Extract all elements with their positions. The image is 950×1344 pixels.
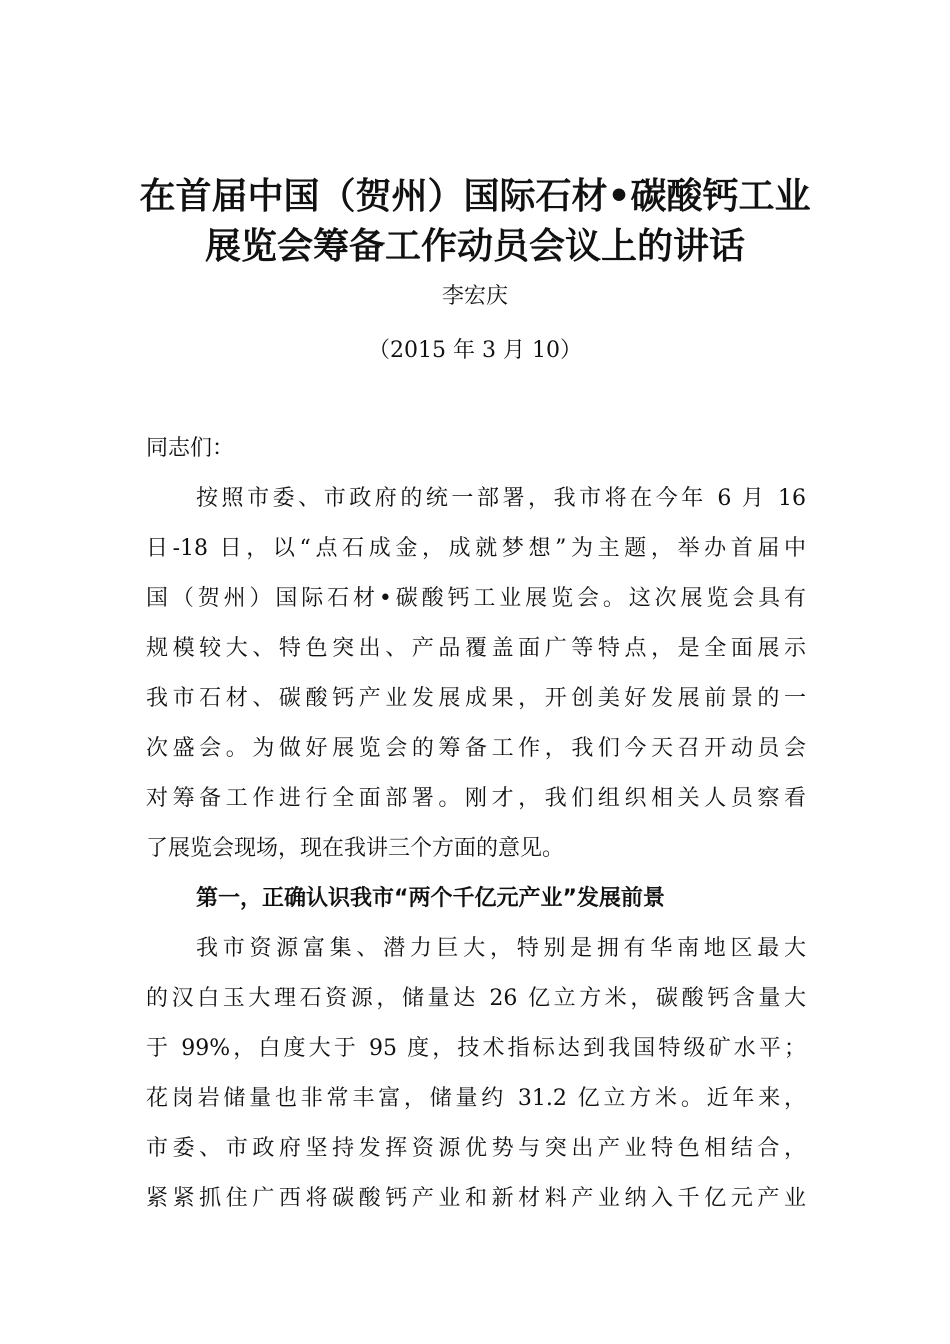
paragraph-line: 花岗岩储量也非常丰富，储量约 31.2 亿立方米。近年来， — [146, 1086, 806, 1111]
paragraph-line: 市委、市政府坚持发挥资源优势与突出产业特色相结合， — [146, 1136, 806, 1161]
paragraph-line: 日-18 日，以“点石成金，成就梦想”为主题，举办首届中 — [146, 536, 806, 561]
paragraph-line: 规模较大、特色突出、产品覆盖面广等特点，是全面展示 — [146, 636, 806, 661]
paragraph-line: 于 99%，白度大于 95 度，技术指标达到我国特级矿水平； — [146, 1036, 806, 1061]
paragraph-line: 我市石材、碳酸钙产业发展成果，开创美好发展前景的一 — [146, 686, 806, 711]
salutation: 同志们： — [146, 436, 235, 461]
paragraph-line: 次盛会。为做好展览会的筹备工作，我们今天召开动员会 — [146, 736, 806, 761]
title-line-2: 展览会筹备工作动员会议上的讲话 — [204, 226, 745, 267]
paragraph-line: 的汉白玉大理石资源，储量达 26 亿立方米，碳酸钙含量大 — [146, 986, 806, 1011]
author: 李宏庆 — [441, 284, 508, 309]
paragraph-line: 了展览会现场，现在我讲三个方面的意见。 — [146, 836, 565, 861]
speech-date: （2015 年 3 月 10） — [368, 338, 582, 363]
paragraph-line: 国（贺州）国际石材•碳酸钙工业展览会。这次展览会具有 — [146, 586, 806, 611]
section-heading: 第一，正确认识我市“两个千亿元产业”发展前景 — [196, 886, 665, 911]
paragraph-line: 按照市委、市政府的统一部署，我市将在今年 6 月 16 — [196, 486, 806, 511]
paragraph-line: 对筹备工作进行全面部署。刚才，我们组织相关人员察看 — [146, 786, 806, 811]
title-line-1: 在首届中国（贺州）国际石材•碳酸钙工业 — [139, 176, 811, 217]
paragraph-line: 紧紧抓住广西将碳酸钙产业和新材料产业纳入千亿元产业 — [146, 1186, 806, 1211]
paragraph-line: 我市资源富集、潜力巨大，特别是拥有华南地区最大 — [196, 936, 806, 961]
